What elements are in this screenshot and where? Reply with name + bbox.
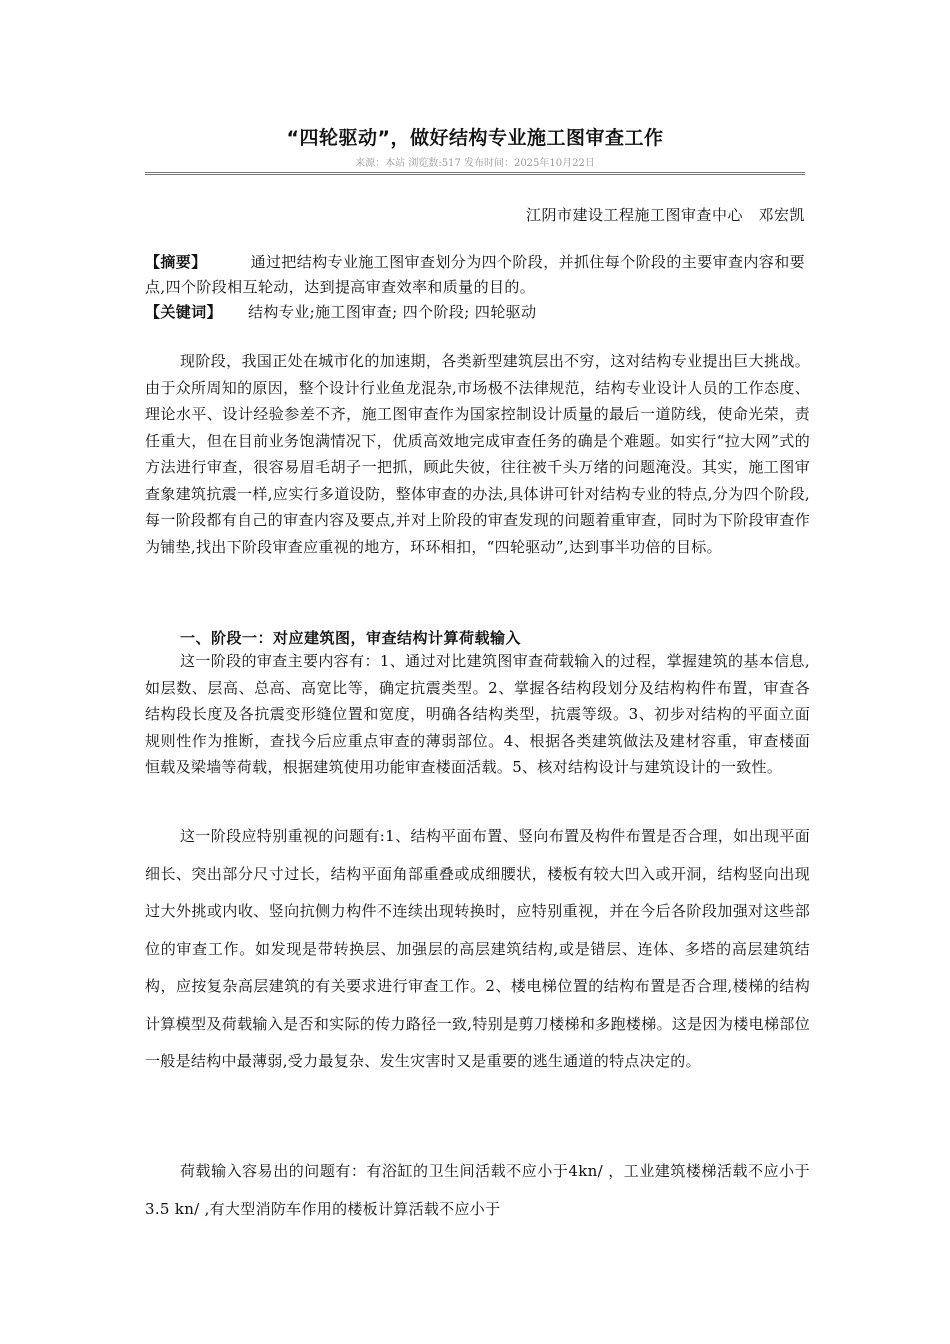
keywords-line [145,300,810,325]
article-meta: 来源：本站 浏览数:517 发布时间：2025年10月22日 [355,158,595,169]
section-paragraph-3: 荷载输入容易出的问题有：有浴缸的卫生间活载不应小于4kn/ ，工业建筑楼梯活载不应小于3.5 kn/ ,有大型消防车作用的楼板计算活载不应小于 [145,1162,810,1218]
article-author: 江阴市建设工程施工图审查中心 邓宏凯 [525,206,805,224]
section-paragraph-2: 这一阶段应特别重视的问题有:1、结构平面布置、竖向布置及构件布置是否合理，如出现平面细长、突出部分尺寸过长，结构平面角部重叠或成细腰状，楼板有较大凹入或开洞，结构竖向出现过大外挑或内收、竖向抗侧力构件不连续出现转换时，应特别重视，并在今后各阶段加强对这些部位的审查工作。如发现是带转换层、加强层的高层建筑结构,或是错层、连体、多塔的高层建筑结构，应按复杂高层建筑的有关要求进行审查工作。2、楼电梯位置的结构布置是否合理,楼梯的结构计算模型及荷载输入是否和实际的传力路径一致,特别是剪刀楼梯和多跑楼梯。这是因为楼电梯部位一般是结构中最薄弱,受力最复杂、发生灾害时又是重要的逃生通道的特点决定的。 [145,827,810,1070]
section-heading: 一、阶段一：对应建筑图，审查结构计算荷载输入 [180,629,522,647]
summary-line [145,250,810,300]
summary-text: 通过把结构专业施工图审查划分为四个阶段，并抓住每个阶段的主要审查内容和要点,四个阶段相互轮动，达到提高审查效率和质量的目的。 [145,253,806,296]
keywords-text: 结构专业;施工图审查; 四个阶段; 四轮驱动 [248,303,537,321]
article-title: “四轮驱动”，做好结构专业施工图审查工作 [286,127,664,149]
summary-tag: 【摘要】 [145,253,207,271]
abstract-block [145,250,810,325]
keywords-tag: 【关键词】 [145,303,223,321]
title-divider [145,172,805,175]
intro-paragraph: 现阶段，我国正处在城市化的加速期，各类新型建筑层出不穷，这对结构专业提出巨大挑战。由于众所周知的原因，整个设计行业鱼龙混杂,市场极不法律规范，结构专业设计人员的工作态度、理论水平、设计经验参差不齐，施工图审查作为国家控制设计质量的最后一道防线，使命光荣，责任重大，但在目前业务饱满情况下，优质高效地完成审查任务的确是个难题。如实行“拉大网”式的方法进行审查，很容易眉毛胡子一把抓，顾此失彼，往往被千头万绪的问题淹没。其实，施工图审查象建筑抗震一样,应实行多道设防，整体审查的办法,具体讲可针对结构专业的特点,分为四个阶段,每一阶段都有自己的审查内容及要点,并对上阶段的审查发现的问题着重审查，同时为下阶段审查作为铺垫,找出下阶段审查应重视的地方，环环相扣，“四轮驱动”,达到事半功倍的目标。 [145,352,810,556]
section-paragraph-1: 这一阶段的审查主要内容有：1、通过对比建筑图审查荷载输入的过程，掌握建筑的基本信息,如层数、层高、总高、高宽比等，确定抗震类型。2、掌握各结构段划分及结构构件布置，审查各结构段长度及各抗震变形缝位置和宽度，明确各结构类型，抗震等级。3、初步对结构的平面立面规则性作为推断，查找今后应重点审查的薄弱部位。4、根据各类建筑做法及建材容重，审查楼面恒载及梁墙等荷载，根据建筑使用功能审查楼面活载。5、核对结构设计与建筑设计的一致性。 [145,652,810,776]
